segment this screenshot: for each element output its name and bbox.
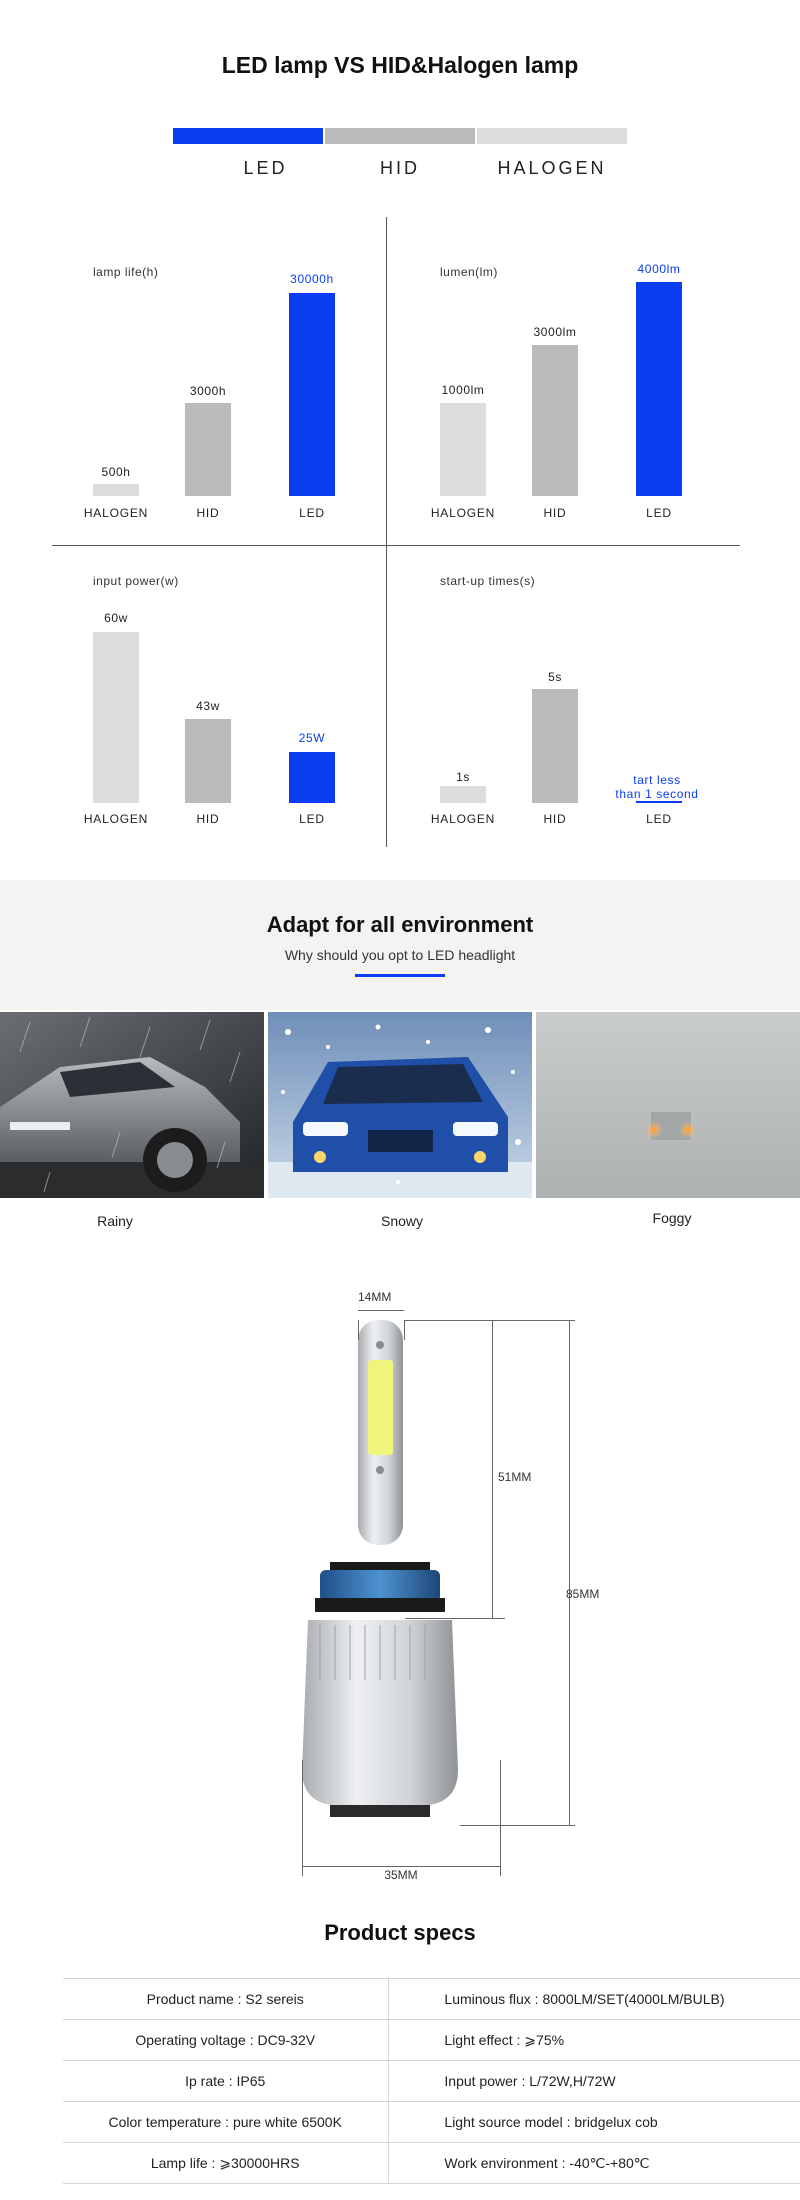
bar-startup-halogen: [440, 786, 486, 803]
environment-underline: [355, 974, 445, 977]
dim-tick-14-left: [358, 1320, 359, 1340]
led-startup-note: [604, 773, 710, 801]
specs-row: [63, 1979, 800, 2020]
dim-line-top: [405, 1320, 575, 1321]
dim-tick-35-left: [302, 1760, 303, 1876]
value-lumen-hid: 3000lm: [533, 325, 577, 339]
spec-operating-voltage: Operating voltage : DC9-32V: [63, 2020, 389, 2061]
photo-foggy: [536, 1012, 800, 1198]
legend-label-hid: HID: [380, 158, 420, 178]
led-startup-note-line2: than 1 second: [615, 787, 699, 801]
chart-title-startup-times: start-up times(s): [440, 574, 536, 588]
category-input-power-led: LED: [299, 812, 325, 826]
chart-title-lamp-life: lamp life(h): [93, 265, 159, 279]
spec-lamp-life: Lamp life : ⩾30000HRS: [63, 2143, 389, 2184]
value-startup-halogen: 1s: [456, 770, 470, 784]
dim-label-total-height: 85MM: [566, 1587, 600, 1601]
bar-lumen-hid: [532, 345, 578, 496]
specs-title: Product specs: [324, 1920, 476, 1945]
legend-label-led: LED: [243, 158, 288, 178]
value-lamp-life-halogen: 500h: [101, 465, 131, 479]
category-startup-hid: HID: [543, 812, 567, 826]
bar-lamp-life-halogen: [93, 484, 139, 496]
caption-foggy: Foggy: [652, 1210, 692, 1226]
spec-light-source-model: Light source model : bridgelux cob: [389, 2102, 800, 2143]
spec-ip-rate: Ip rate : IP65: [63, 2061, 389, 2102]
caption-rainy: Rainy: [97, 1213, 133, 1229]
legend-label-halogen: HALOGEN: [497, 158, 607, 178]
snowy-car-image: [268, 1012, 532, 1198]
spec-color-temperature: Color temperature : pure white 6500K: [63, 2102, 389, 2143]
dim-label-base-width: 35MM: [384, 1868, 418, 1882]
dim-label-top-width: 14MM: [358, 1290, 392, 1304]
spec-luminous-flux: Luminous flux : 8000LM/SET(4000LM/BULB): [389, 1979, 800, 2020]
bar-lumen-led: [636, 282, 682, 496]
specs-row: [63, 2061, 800, 2102]
led-startup-note-line1: tart less: [633, 773, 681, 787]
dim-line-14: [358, 1310, 404, 1311]
dim-line-35: [302, 1866, 500, 1867]
dim-line-85-bottom: [460, 1825, 575, 1826]
specs-row: [63, 2102, 800, 2143]
specs-table-wrap: [63, 1978, 800, 2184]
photo-rainy: [0, 1012, 264, 1198]
bar-input-power-hid: [185, 719, 231, 803]
environment-title: Adapt for all environment: [266, 912, 534, 937]
value-lumen-led: 4000lm: [637, 262, 681, 276]
dim-line-51-bottom: [405, 1618, 505, 1619]
value-startup-hid: 5s: [548, 670, 562, 684]
comparison-title: LED lamp VS HID&Halogen lamp: [221, 52, 579, 78]
value-lumen-halogen: 1000lm: [441, 383, 485, 397]
spec-light-effect: Light effect : ⩾75%: [389, 2020, 800, 2061]
category-input-power-halogen: HALOGEN: [83, 812, 149, 826]
chart-title-lumen: lumen(lm): [440, 265, 498, 279]
photo-snowy: [268, 1012, 532, 1198]
bar-lamp-life-hid: [185, 403, 231, 496]
bar-lumen-halogen: [440, 403, 486, 496]
specs-table: [63, 1978, 800, 2184]
spec-product-name: Product name : S2 sereis: [63, 1979, 389, 2020]
chart-title-input-power: input power(w): [93, 574, 179, 588]
environment-band: [0, 880, 800, 1010]
specs-row: [63, 2020, 800, 2061]
bar-startup-led: [636, 801, 682, 803]
value-lamp-life-led: 30000h: [290, 272, 334, 286]
category-lumen-led: LED: [646, 506, 672, 520]
spec-input-power: Input power : L/72W,H/72W: [389, 2061, 800, 2102]
bar-lamp-life-led: [289, 293, 335, 496]
rainy-car-image: [0, 1012, 264, 1198]
comparison-charts: [0, 0, 800, 860]
led-bulb-image: [290, 1280, 590, 1880]
dim-label-upper-height: 51MM: [498, 1470, 532, 1484]
dim-tick-14-right: [404, 1320, 405, 1340]
value-input-power-halogen: 60w: [104, 611, 128, 625]
value-input-power-hid: 43w: [196, 699, 220, 713]
bulb-dimension-drawing: [290, 1280, 590, 1880]
category-startup-led: LED: [646, 812, 672, 826]
bar-input-power-halogen: [93, 632, 139, 803]
category-lamp-life-led: LED: [299, 506, 325, 520]
bar-startup-hid: [532, 689, 578, 803]
value-lamp-life-hid: 3000h: [189, 384, 227, 398]
dim-tick-35-right: [500, 1760, 501, 1876]
category-startup-halogen: HALOGEN: [430, 812, 496, 826]
environment-subtitle: Why should you opt to LED headlight: [284, 947, 516, 963]
category-lamp-life-halogen: HALOGEN: [83, 506, 149, 520]
category-lumen-halogen: HALOGEN: [430, 506, 496, 520]
specs-row: [63, 2143, 800, 2184]
category-lamp-life-hid: HID: [196, 506, 220, 520]
dim-line-51: [492, 1320, 493, 1618]
value-input-power-led: 25W: [298, 731, 326, 745]
caption-snowy: Snowy: [380, 1213, 424, 1229]
foggy-road-image: [536, 1012, 800, 1198]
bar-input-power-led: [289, 752, 335, 803]
category-lumen-hid: HID: [543, 506, 567, 520]
dim-line-85: [569, 1320, 570, 1825]
category-input-power-hid: HID: [196, 812, 220, 826]
spec-work-environment: Work environment : -40℃-+80℃: [389, 2143, 800, 2184]
